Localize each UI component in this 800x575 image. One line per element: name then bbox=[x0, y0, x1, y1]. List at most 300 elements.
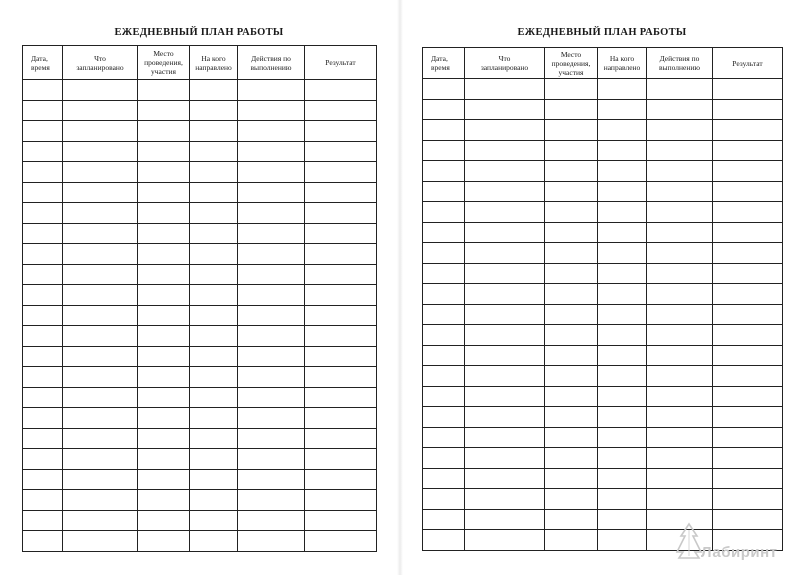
table-body bbox=[23, 80, 377, 552]
table-cell bbox=[138, 408, 190, 429]
table-cell bbox=[63, 182, 138, 203]
table-cell bbox=[238, 285, 305, 306]
table-row bbox=[23, 428, 377, 449]
header-planned: Что запланировано bbox=[63, 46, 138, 80]
table-cell bbox=[305, 285, 377, 306]
table-cell bbox=[465, 345, 545, 366]
table-cell bbox=[238, 100, 305, 121]
table-row bbox=[23, 203, 377, 224]
table-cell bbox=[23, 121, 63, 142]
table-row bbox=[423, 79, 783, 100]
table-cell bbox=[598, 79, 647, 100]
table-row bbox=[423, 284, 783, 305]
table-cell bbox=[423, 263, 465, 284]
table-cell bbox=[305, 203, 377, 224]
table-cell bbox=[305, 223, 377, 244]
table-cell bbox=[190, 326, 238, 347]
table-row bbox=[423, 222, 783, 243]
page-title: ЕЖЕДНЕВНЫЙ ПЛАН РАБОТЫ bbox=[114, 27, 284, 38]
table-cell bbox=[598, 263, 647, 284]
table-cell bbox=[305, 469, 377, 490]
table-cell bbox=[647, 345, 713, 366]
table-cell bbox=[545, 427, 598, 448]
table-cell bbox=[423, 120, 465, 141]
table-cell bbox=[647, 284, 713, 305]
table-cell bbox=[423, 386, 465, 407]
table-row bbox=[423, 448, 783, 469]
table-cell bbox=[713, 99, 783, 120]
table-cell bbox=[138, 305, 190, 326]
table-cell bbox=[138, 244, 190, 265]
table-cell bbox=[465, 99, 545, 120]
table-cell bbox=[238, 408, 305, 429]
table-cell bbox=[713, 79, 783, 100]
table-cell bbox=[138, 141, 190, 162]
table-cell bbox=[138, 428, 190, 449]
table-cell bbox=[713, 202, 783, 223]
table-row bbox=[423, 386, 783, 407]
table-cell bbox=[545, 202, 598, 223]
table-cell bbox=[465, 366, 545, 387]
table-cell bbox=[647, 427, 713, 448]
table-cell bbox=[305, 449, 377, 470]
table-cell bbox=[465, 427, 545, 448]
header-actions: Действия по выполнению bbox=[238, 46, 305, 80]
table-cell bbox=[305, 182, 377, 203]
table-cell bbox=[238, 387, 305, 408]
table-cell bbox=[423, 161, 465, 182]
table-cell bbox=[545, 530, 598, 551]
table-cell bbox=[63, 285, 138, 306]
table-cell bbox=[423, 325, 465, 346]
table-cell bbox=[305, 490, 377, 511]
table-cell bbox=[647, 448, 713, 469]
table-cell bbox=[23, 346, 63, 367]
table-cell bbox=[713, 140, 783, 161]
table-cell bbox=[465, 448, 545, 469]
table-cell bbox=[647, 468, 713, 489]
table-row bbox=[23, 141, 377, 162]
table-cell bbox=[423, 181, 465, 202]
header-place: Место проведения, участия bbox=[545, 48, 598, 79]
table-cell bbox=[465, 509, 545, 530]
table-row bbox=[23, 346, 377, 367]
table-cell bbox=[545, 222, 598, 243]
table-cell bbox=[598, 120, 647, 141]
table-cell bbox=[63, 100, 138, 121]
table-cell bbox=[598, 366, 647, 387]
table-row bbox=[423, 161, 783, 182]
table-cell bbox=[138, 121, 190, 142]
table-cell bbox=[138, 100, 190, 121]
table-cell bbox=[423, 468, 465, 489]
table-cell bbox=[647, 304, 713, 325]
table-cell bbox=[713, 325, 783, 346]
table-row bbox=[423, 99, 783, 120]
table-cell bbox=[545, 263, 598, 284]
table-cell bbox=[423, 407, 465, 428]
table-cell bbox=[23, 469, 63, 490]
table-cell bbox=[598, 325, 647, 346]
table-cell bbox=[713, 489, 783, 510]
table-cell bbox=[23, 141, 63, 162]
table-row bbox=[423, 304, 783, 325]
table-cell bbox=[63, 305, 138, 326]
table-cell bbox=[598, 202, 647, 223]
table-cell bbox=[23, 100, 63, 121]
table-cell bbox=[465, 79, 545, 100]
table-cell bbox=[465, 468, 545, 489]
table-cell bbox=[465, 530, 545, 551]
table-cell bbox=[305, 510, 377, 531]
table-cell bbox=[647, 489, 713, 510]
table-cell bbox=[713, 120, 783, 141]
table-cell bbox=[647, 263, 713, 284]
table-body bbox=[423, 79, 783, 551]
table-cell bbox=[598, 243, 647, 264]
table-cell bbox=[190, 367, 238, 388]
header-date-time: Дата, время bbox=[423, 48, 465, 79]
table-cell bbox=[23, 367, 63, 388]
table-cell bbox=[63, 490, 138, 511]
table-cell bbox=[238, 121, 305, 142]
table-row bbox=[23, 469, 377, 490]
table-cell bbox=[305, 408, 377, 429]
table-cell bbox=[598, 509, 647, 530]
table-row bbox=[23, 510, 377, 531]
table-cell bbox=[545, 366, 598, 387]
table-cell bbox=[23, 203, 63, 224]
table-cell bbox=[138, 490, 190, 511]
table-row bbox=[423, 325, 783, 346]
table-row bbox=[423, 181, 783, 202]
table-cell bbox=[598, 530, 647, 551]
table-cell bbox=[713, 222, 783, 243]
table-cell bbox=[238, 203, 305, 224]
table-row bbox=[423, 202, 783, 223]
table-row bbox=[23, 121, 377, 142]
table-row bbox=[423, 120, 783, 141]
table-cell bbox=[465, 304, 545, 325]
table-cell bbox=[238, 449, 305, 470]
table-cell bbox=[423, 427, 465, 448]
table-cell bbox=[305, 244, 377, 265]
table-cell bbox=[647, 325, 713, 346]
table-row bbox=[423, 243, 783, 264]
table-row bbox=[23, 162, 377, 183]
table-row bbox=[423, 489, 783, 510]
table-cell bbox=[63, 264, 138, 285]
table-row bbox=[23, 264, 377, 285]
table-cell bbox=[23, 285, 63, 306]
table-cell bbox=[423, 284, 465, 305]
daily-plan-table bbox=[22, 45, 377, 552]
table-cell bbox=[598, 468, 647, 489]
table-cell bbox=[423, 222, 465, 243]
table-cell bbox=[190, 141, 238, 162]
table-cell bbox=[238, 305, 305, 326]
table-row bbox=[423, 366, 783, 387]
table-cell bbox=[545, 448, 598, 469]
table-cell bbox=[305, 162, 377, 183]
header-result: Результат bbox=[305, 46, 377, 80]
table-cell bbox=[238, 141, 305, 162]
table-cell bbox=[238, 490, 305, 511]
table-cell bbox=[138, 264, 190, 285]
table-cell bbox=[598, 284, 647, 305]
header-planned: Что запланировано bbox=[465, 48, 545, 79]
table-cell bbox=[545, 140, 598, 161]
table-cell bbox=[647, 99, 713, 120]
table-cell bbox=[138, 346, 190, 367]
table-row bbox=[23, 80, 377, 101]
table-cell bbox=[545, 79, 598, 100]
table-cell bbox=[423, 530, 465, 551]
table-cell bbox=[190, 223, 238, 244]
table-cell bbox=[423, 448, 465, 469]
table-row bbox=[23, 449, 377, 470]
table-cell bbox=[465, 407, 545, 428]
table-cell bbox=[647, 366, 713, 387]
table-cell bbox=[598, 448, 647, 469]
table-cell bbox=[598, 407, 647, 428]
table-cell bbox=[63, 346, 138, 367]
table-cell bbox=[305, 367, 377, 388]
table-cell bbox=[305, 141, 377, 162]
table-cell bbox=[305, 100, 377, 121]
table-row bbox=[23, 100, 377, 121]
table-cell bbox=[23, 449, 63, 470]
table-cell bbox=[647, 386, 713, 407]
table-cell bbox=[647, 120, 713, 141]
table-cell bbox=[238, 223, 305, 244]
table-cell bbox=[238, 469, 305, 490]
table-cell bbox=[138, 285, 190, 306]
table-cell bbox=[63, 121, 138, 142]
table-cell bbox=[713, 284, 783, 305]
table-cell bbox=[190, 490, 238, 511]
table-cell bbox=[23, 531, 63, 552]
table-cell bbox=[465, 161, 545, 182]
table-cell bbox=[23, 223, 63, 244]
table-cell bbox=[23, 387, 63, 408]
table-cell bbox=[305, 305, 377, 326]
labirint-watermark bbox=[675, 522, 793, 562]
table-cell bbox=[423, 489, 465, 510]
table-cell bbox=[465, 181, 545, 202]
table-cell bbox=[545, 181, 598, 202]
table-cell bbox=[23, 264, 63, 285]
table-cell bbox=[190, 531, 238, 552]
table-cell bbox=[545, 386, 598, 407]
table-cell bbox=[423, 99, 465, 120]
table-cell bbox=[23, 326, 63, 347]
table-cell bbox=[138, 510, 190, 531]
header-actions: Действия по выполнению bbox=[647, 48, 713, 79]
table-cell bbox=[713, 366, 783, 387]
table-cell bbox=[713, 263, 783, 284]
table-cell bbox=[545, 509, 598, 530]
table-cell bbox=[238, 346, 305, 367]
table-cell bbox=[465, 489, 545, 510]
table-cell bbox=[713, 407, 783, 428]
table-cell bbox=[598, 140, 647, 161]
table-cell bbox=[305, 346, 377, 367]
table-cell bbox=[598, 181, 647, 202]
table-row bbox=[23, 531, 377, 552]
table-cell bbox=[598, 386, 647, 407]
table-cell bbox=[138, 182, 190, 203]
table-cell bbox=[545, 99, 598, 120]
table-row bbox=[423, 263, 783, 284]
table-cell bbox=[465, 284, 545, 305]
table-cell bbox=[423, 140, 465, 161]
table-cell bbox=[713, 345, 783, 366]
table-cell bbox=[305, 121, 377, 142]
table-cell bbox=[465, 263, 545, 284]
table-row bbox=[23, 367, 377, 388]
table-cell bbox=[63, 531, 138, 552]
table-cell bbox=[190, 182, 238, 203]
table-cell bbox=[23, 244, 63, 265]
table-cell bbox=[647, 202, 713, 223]
table-cell bbox=[305, 326, 377, 347]
table-cell bbox=[138, 326, 190, 347]
table-cell bbox=[138, 367, 190, 388]
table-cell bbox=[713, 161, 783, 182]
table-cell bbox=[190, 100, 238, 121]
table-header-row bbox=[423, 48, 783, 79]
table-cell bbox=[305, 264, 377, 285]
table-cell bbox=[190, 162, 238, 183]
table-cell bbox=[63, 387, 138, 408]
table-cell bbox=[713, 243, 783, 264]
header-target: На кого направлено bbox=[598, 48, 647, 79]
table-cell bbox=[190, 264, 238, 285]
table-cell bbox=[238, 182, 305, 203]
table-cell bbox=[23, 428, 63, 449]
header-place: Место проведения, участия bbox=[138, 46, 190, 80]
table-row bbox=[23, 182, 377, 203]
table-cell bbox=[545, 468, 598, 489]
table-cell bbox=[23, 490, 63, 511]
header-result: Результат bbox=[713, 48, 783, 79]
table-cell bbox=[713, 304, 783, 325]
table-cell bbox=[190, 80, 238, 101]
table-cell bbox=[238, 162, 305, 183]
header-date-time: Дата, время bbox=[23, 46, 63, 80]
table-cell bbox=[423, 79, 465, 100]
table-cell bbox=[238, 428, 305, 449]
table-cell bbox=[190, 203, 238, 224]
table-cell bbox=[545, 161, 598, 182]
table-cell bbox=[190, 121, 238, 142]
table-cell bbox=[423, 345, 465, 366]
table-row bbox=[23, 244, 377, 265]
table-cell bbox=[465, 222, 545, 243]
page-title: ЕЖЕДНЕВНЫЙ ПЛАН РАБОТЫ bbox=[517, 27, 687, 38]
table-cell bbox=[23, 80, 63, 101]
table-cell bbox=[190, 428, 238, 449]
table-cell bbox=[305, 387, 377, 408]
daily-plan-table bbox=[422, 47, 783, 551]
table-cell bbox=[465, 243, 545, 264]
table-cell bbox=[465, 202, 545, 223]
watermark-text: Лабиринт bbox=[701, 544, 778, 561]
table-cell bbox=[545, 407, 598, 428]
table-cell bbox=[138, 449, 190, 470]
table-cell bbox=[713, 386, 783, 407]
table-cell bbox=[598, 345, 647, 366]
table-cell bbox=[63, 203, 138, 224]
table-cell bbox=[190, 305, 238, 326]
table-cell bbox=[545, 304, 598, 325]
table-cell bbox=[63, 80, 138, 101]
table-row bbox=[23, 490, 377, 511]
table-cell bbox=[138, 531, 190, 552]
table-cell bbox=[465, 325, 545, 346]
table-cell bbox=[190, 346, 238, 367]
table-row bbox=[23, 223, 377, 244]
table-cell bbox=[238, 244, 305, 265]
table-cell bbox=[238, 510, 305, 531]
table-cell bbox=[138, 162, 190, 183]
header-target: На кого направлено bbox=[190, 46, 238, 80]
table-cell bbox=[305, 428, 377, 449]
table-cell bbox=[138, 223, 190, 244]
table-cell bbox=[63, 449, 138, 470]
table-header-row bbox=[23, 46, 377, 80]
table-cell bbox=[545, 284, 598, 305]
table-cell bbox=[465, 386, 545, 407]
table-cell bbox=[23, 162, 63, 183]
table-cell bbox=[598, 304, 647, 325]
table-row bbox=[423, 468, 783, 489]
table-cell bbox=[238, 326, 305, 347]
table-cell bbox=[23, 408, 63, 429]
table-cell bbox=[190, 285, 238, 306]
table-cell bbox=[138, 203, 190, 224]
table-cell bbox=[545, 325, 598, 346]
table-row bbox=[423, 427, 783, 448]
table-cell bbox=[138, 387, 190, 408]
table-cell bbox=[190, 510, 238, 531]
table-row bbox=[423, 140, 783, 161]
table-cell bbox=[305, 80, 377, 101]
table-cell bbox=[63, 469, 138, 490]
table-row bbox=[423, 407, 783, 428]
table-cell bbox=[598, 161, 647, 182]
table-cell bbox=[63, 428, 138, 449]
table-cell bbox=[190, 449, 238, 470]
table-cell bbox=[647, 161, 713, 182]
table-cell bbox=[238, 367, 305, 388]
table-cell bbox=[647, 243, 713, 264]
table-cell bbox=[63, 408, 138, 429]
table-row bbox=[23, 305, 377, 326]
table-cell bbox=[713, 181, 783, 202]
table-row bbox=[23, 387, 377, 408]
table-cell bbox=[63, 510, 138, 531]
table-row bbox=[423, 345, 783, 366]
table-cell bbox=[238, 531, 305, 552]
table-cell bbox=[190, 408, 238, 429]
table-cell bbox=[190, 244, 238, 265]
table-cell bbox=[238, 264, 305, 285]
table-cell bbox=[647, 181, 713, 202]
table-cell bbox=[598, 489, 647, 510]
page-right bbox=[400, 0, 800, 575]
